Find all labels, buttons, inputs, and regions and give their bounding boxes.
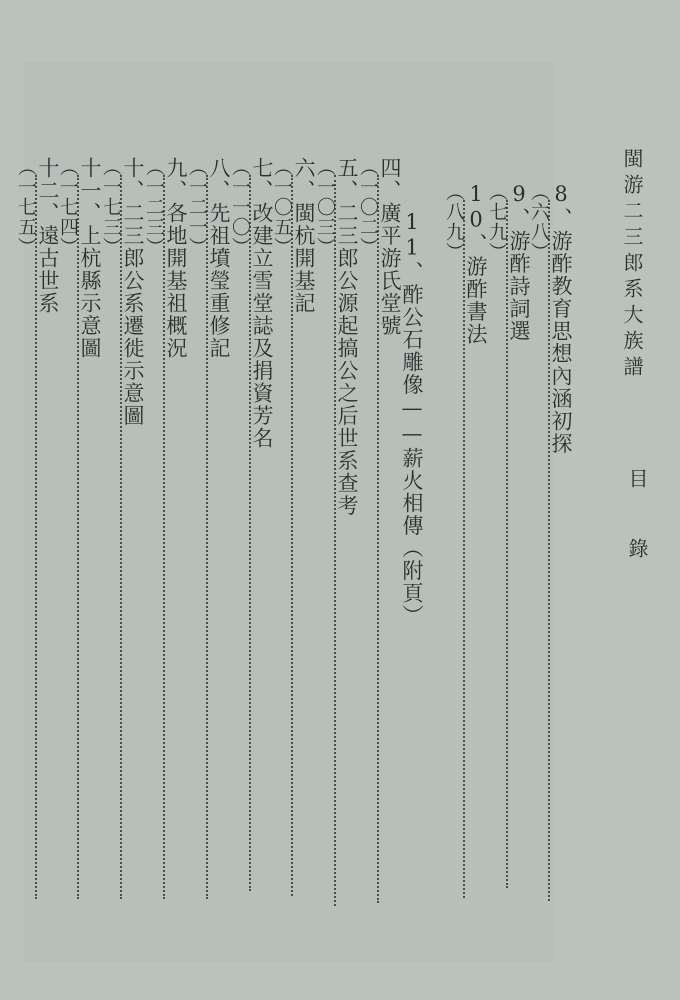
toc-entry[interactable]: [401, 210, 422, 627]
toc-entry-title: 六、閩杭開基記: [292, 157, 316, 315]
toc-heading-mu: 目: [625, 468, 649, 490]
toc-heading-lu: 錄: [625, 538, 649, 560]
toc-entry[interactable]: [230, 157, 272, 897]
toc-entry-title: 11、酢公石雕像——薪火相傳（附頁）: [400, 210, 424, 627]
toc-entry-page: （一二三）: [143, 157, 165, 257]
toc-entry[interactable]: [315, 157, 357, 912]
toc-entry[interactable]: [187, 157, 229, 905]
dot-leader: [463, 200, 465, 898]
toc-entry[interactable]: [101, 157, 143, 905]
toc-entry-title: 五、二三郎公源起搞公之后世系查考: [335, 157, 359, 517]
dot-leader: [548, 200, 550, 901]
toc-entry-page: （一七五）: [15, 157, 37, 257]
toc-entry[interactable]: [444, 182, 486, 904]
toc-entry-page: （一七三）: [100, 157, 122, 257]
toc-entry[interactable]: [529, 182, 571, 907]
toc-entry-page: （一〇三）: [314, 157, 336, 257]
dot-leader: [506, 200, 508, 888]
toc-entry-title: 十二、遠古世系: [36, 157, 60, 315]
toc-entry-title: 七、改建立雪堂誌及捐資芳名: [250, 157, 274, 450]
toc-entry[interactable]: [16, 157, 58, 905]
toc-entry-title: 8、游酢教育思想內涵初探: [549, 182, 573, 455]
toc-entry[interactable]: [58, 157, 100, 905]
toc-entry-title: 十一、上杭縣示意圖: [78, 157, 102, 360]
toc-entry-title: 四、廣平游氏堂號: [378, 157, 402, 337]
toc-entry-page: （八九）: [443, 182, 465, 262]
toc-entry-page: （一〇二）: [357, 157, 379, 257]
toc-entry[interactable]: [272, 157, 314, 902]
dot-leader: [120, 175, 122, 899]
toc-entry-page: （六八）: [528, 182, 550, 262]
toc-entry-title: 十、二三郎公系遷徙示意圖: [121, 157, 145, 427]
toc-entry-page: （一〇五）: [271, 157, 293, 257]
toc-entry-page: （一二一）: [186, 157, 208, 257]
dot-leader: [377, 175, 379, 903]
toc-entry-title: 10、游酢書法: [464, 182, 488, 346]
dot-leader: [35, 175, 37, 899]
dot-leader: [206, 175, 208, 899]
dot-leader: [163, 175, 165, 899]
toc-entry-page: （一七四）: [57, 157, 79, 257]
toc-entry[interactable]: [487, 182, 529, 894]
toc-entry-title: 八、先祖墳瑩重修記: [207, 157, 231, 360]
dot-leader: [249, 175, 251, 891]
toc-entry-page: （七九）: [486, 182, 508, 262]
toc-entry-page: （一一〇）: [229, 157, 251, 257]
dot-leader: [291, 175, 293, 896]
toc-entry[interactable]: [358, 157, 400, 909]
dot-leader: [334, 175, 336, 906]
toc-entry[interactable]: [144, 157, 186, 905]
toc-entry-title: 9、游酢詩詞選: [507, 182, 531, 343]
book-title: 閩游二三郎系大族譜: [620, 148, 644, 382]
dot-leader: [77, 175, 79, 899]
toc-entry-title: 九、各地開基祖概況: [164, 157, 188, 360]
